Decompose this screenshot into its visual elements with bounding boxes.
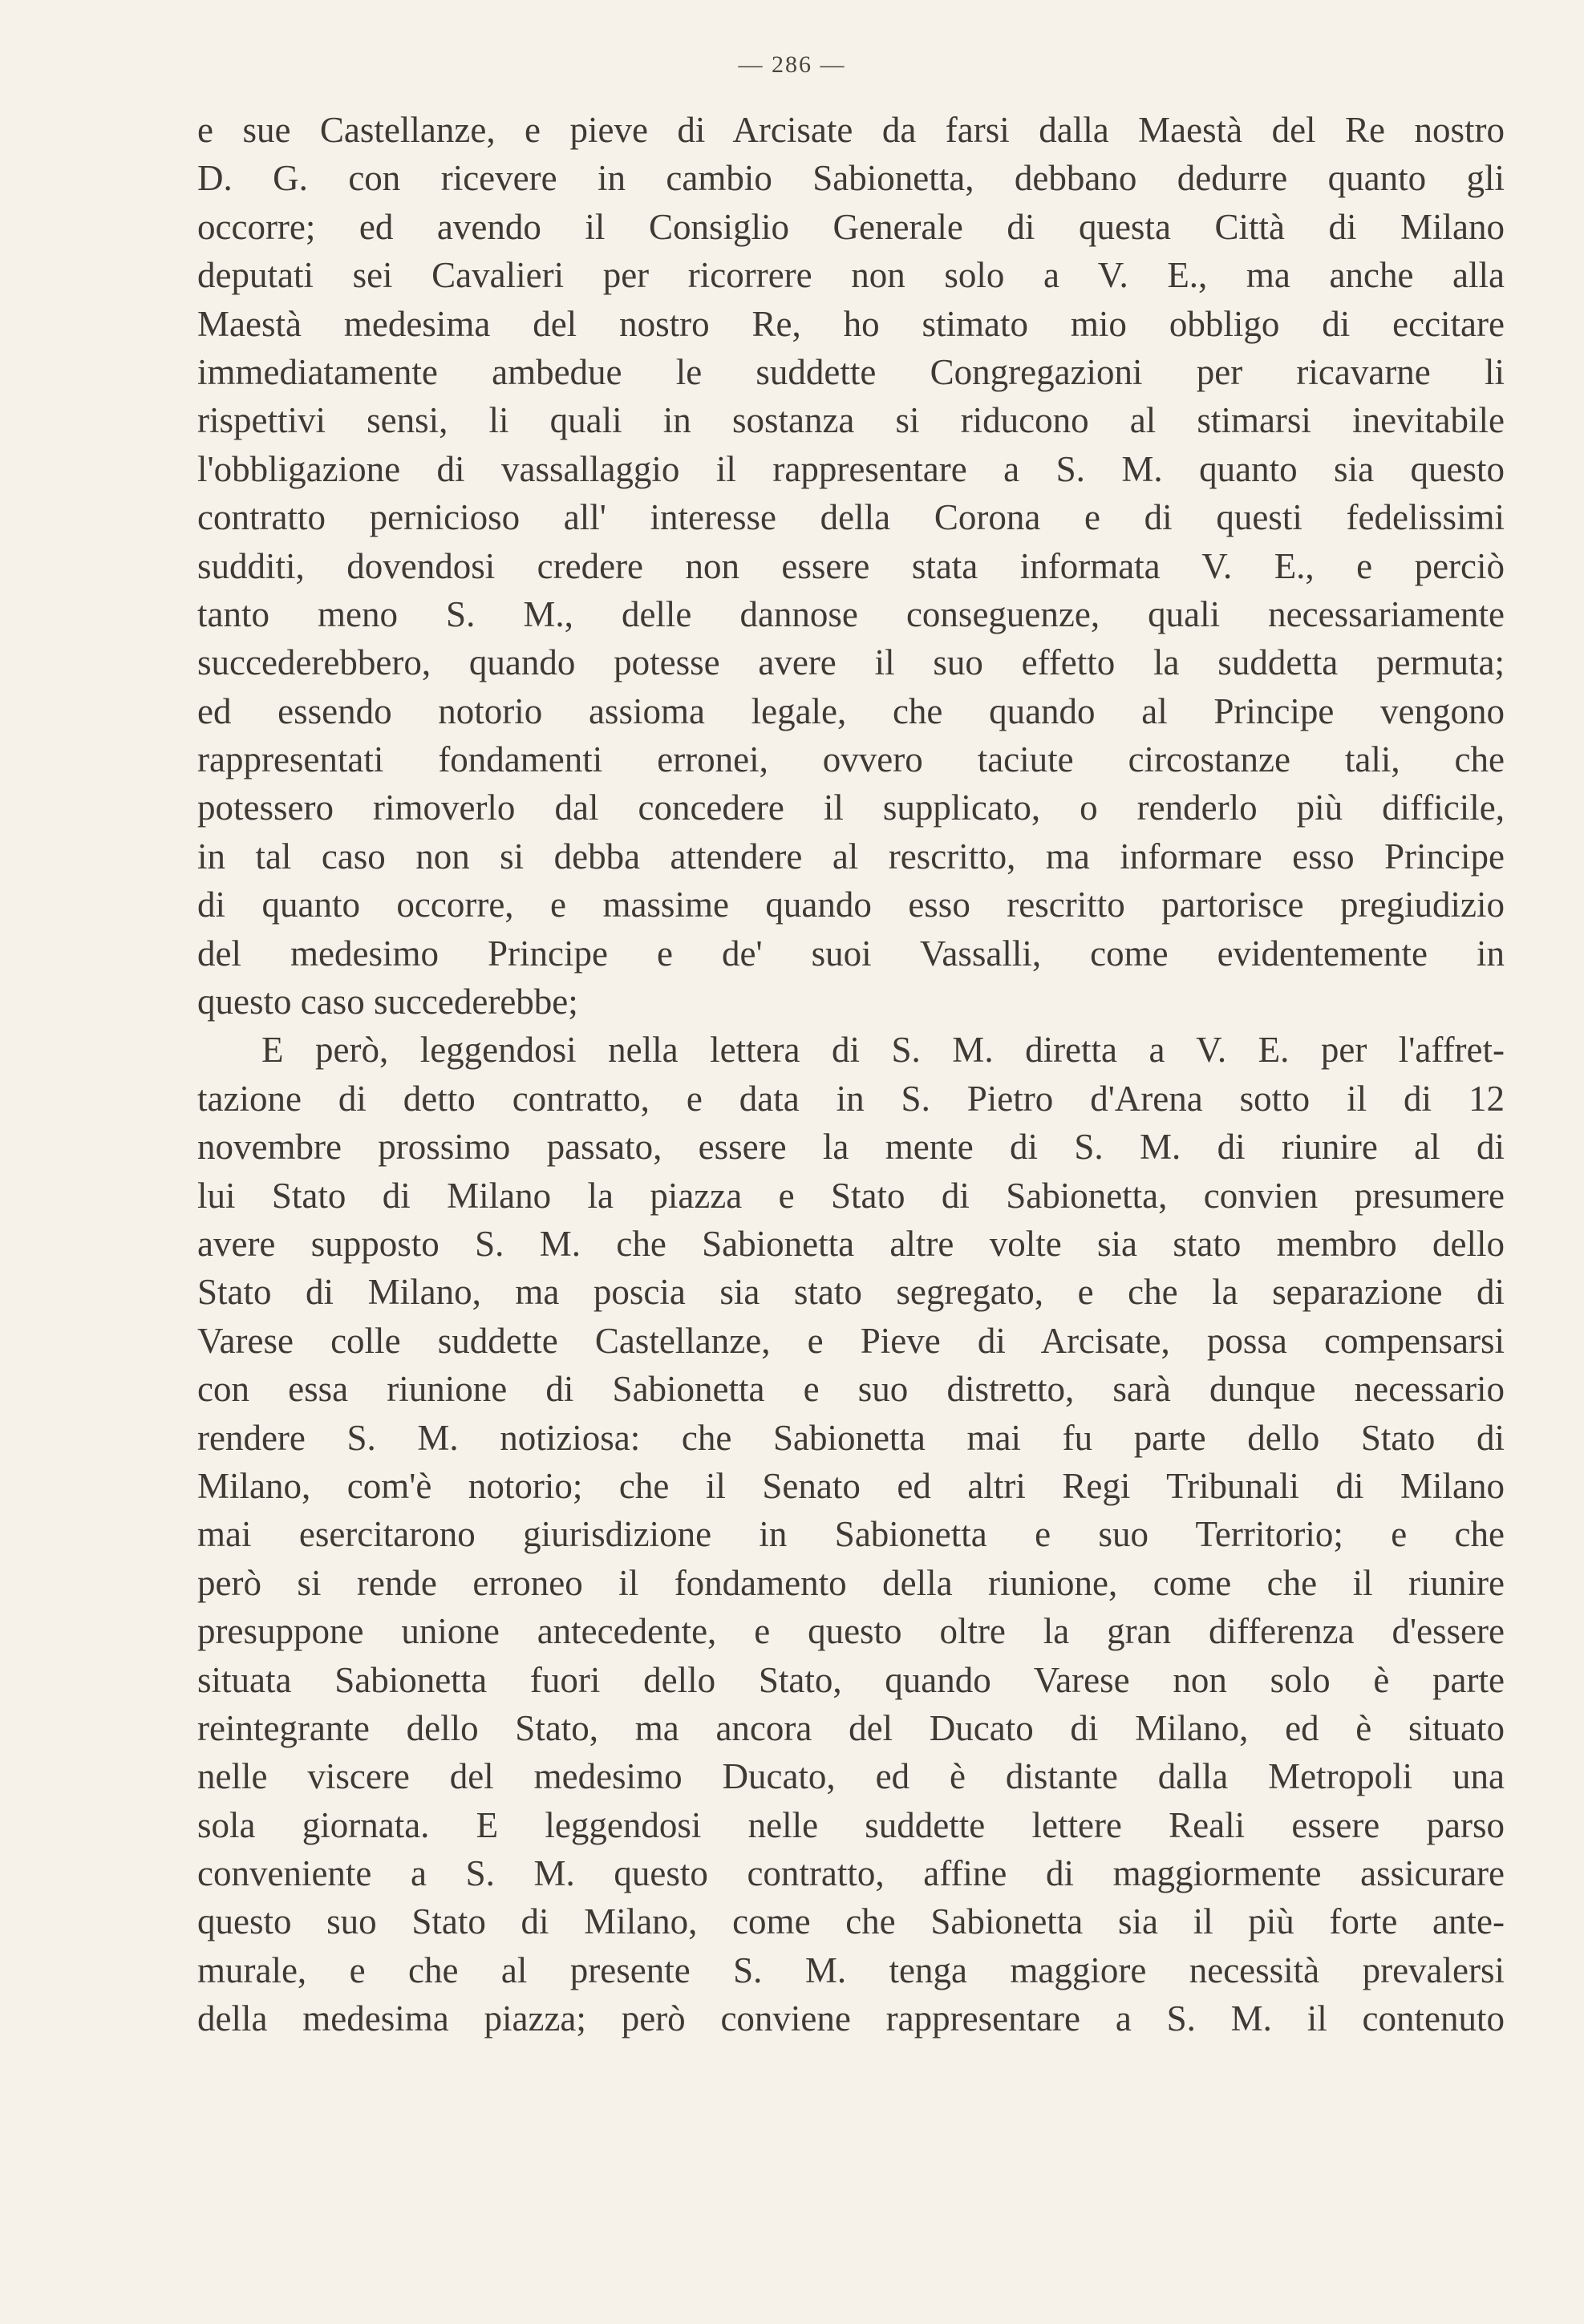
text-line: con essa riunione di Sabionetta e suo distretto, sarà dunque necessario (197, 1369, 1505, 1410)
text-line: reintegrante dello Stato, ma ancora del Ducato di Milano, ed è situato (197, 1707, 1505, 1748)
text-line: in tal caso non si debba attendere al rescritto, ma informare esso Principe (197, 836, 1505, 877)
text-line: novembre prossimo passato, essere la mente di S. M. di riunire al di (197, 1127, 1505, 1168)
text-line: potessero rimoverlo dal concedere il supplicato, o renderlo più difficile, (197, 787, 1505, 828)
text-line: però si rende erroneo il fondamento della riunione, come che il riunire (197, 1562, 1505, 1603)
text-line: rendere S. M. notiziosa: che Sabionetta mai fu parte dello Stato di (197, 1417, 1505, 1458)
text-line: mai esercitarono giurisdizione in Sabionetta e suo Territorio; e che (197, 1514, 1505, 1555)
text-line: D. G. con ricevere in cambio Sabionetta, debbano dedurre quanto gli (197, 158, 1505, 199)
text-line: sola giornata. E leggendosi nelle suddette lettere Reali essere parso (197, 1804, 1505, 1845)
text-line: l'obbligazione di vassallaggio il rappresentare a S. M. quanto sia questo (197, 448, 1505, 489)
text-line: rappresentati fondamenti erronei, ovvero taciute circostanze tali, che (197, 739, 1505, 780)
text-line: tanto meno S. M., delle dannose conseguenze, quali necessariamente (197, 593, 1505, 634)
text-line: occorre; ed avendo il Consiglio Generale di questa Città di Milano (197, 206, 1505, 247)
text-line: succederebbero, quando potesse avere il suo effetto la suddetta permuta; (197, 642, 1505, 683)
text-line: deputati sei Cavalieri per ricorrere non solo a V. E., ma anche alla (197, 255, 1505, 296)
text-line: conveniente a S. M. questo contratto, affine di maggiormente assicurare (197, 1853, 1505, 1894)
text-line: avere supposto S. M. che Sabionetta altre volte sia stato membro dello (197, 1223, 1505, 1264)
text-line: murale, e che al presente S. M. tenga maggiore necessità prevalersi (197, 1949, 1505, 1990)
text-line: questo suo Stato di Milano, come che Sabionetta sia il più forte ante- (197, 1901, 1505, 1942)
text-line: Milano, com'è notorio; che il Senato ed altri Regi Tribunali di Milano (197, 1465, 1505, 1506)
text-line: della medesima piazza; però conviene rappresentare a S. M. il contenuto (197, 1998, 1505, 2039)
body-text (197, 106, 1505, 2043)
text-line: e sue Castellanze, e pieve di Arcisate da farsi dalla Maestà del Re nostro (197, 110, 1505, 150)
text-line: nelle viscere del medesimo Ducato, ed è distante dalla Metropoli una (197, 1756, 1505, 1797)
text-line: rispettivi sensi, li quali in sostanza si riducono al stimarsi inevitabile (197, 400, 1505, 441)
text-line: Varese colle suddette Castellanze, e Pieve di Arcisate, possa compensarsi (197, 1320, 1505, 1361)
text-line: presuppone unione antecedente, e questo oltre la gran differenza d'essere (197, 1611, 1505, 1652)
paragraph-start-line: E però, leggendosi nella lettera di S. M. diretta a V. E. per l'affret- (261, 1030, 1505, 1071)
text-line: Stato di Milano, ma poscia sia stato segregato, e che la separazione di (197, 1272, 1505, 1313)
text-line: del medesimo Principe e de' suoi Vassalli, come evidentemente in (197, 933, 1505, 974)
text-line: situata Sabionetta fuori dello Stato, quando Varese non solo è parte (197, 1659, 1505, 1700)
page-number: — 286 — (738, 51, 846, 78)
text-line: di quanto occorre, e massime quando esso rescritto partorisce pregiudizio (197, 885, 1505, 925)
text-line: sudditi, dovendosi credere non essere stata informata V. E., e perciò (197, 545, 1505, 586)
text-line: immediatamente ambedue le suddette Congregazioni per ricavarne li (197, 351, 1505, 392)
text-line: tazione di detto contratto, e data in S. Pietro d'Arena sotto il di 12 (197, 1078, 1505, 1119)
text-line: lui Stato di Milano la piazza e Stato di Sabionetta, convien presumere (197, 1175, 1505, 1216)
text-line: contratto pernicioso all' interesse della Corona e di questi fedelissimi (197, 497, 1505, 538)
text-line: ed essendo notorio assioma legale, che quando al Principe vengono (197, 690, 1505, 731)
text-line: questo caso succederebbe; (197, 982, 578, 1022)
text-line: Maestà medesima del nostro Re, ho stimato mio obbligo di eccitare (197, 303, 1505, 344)
